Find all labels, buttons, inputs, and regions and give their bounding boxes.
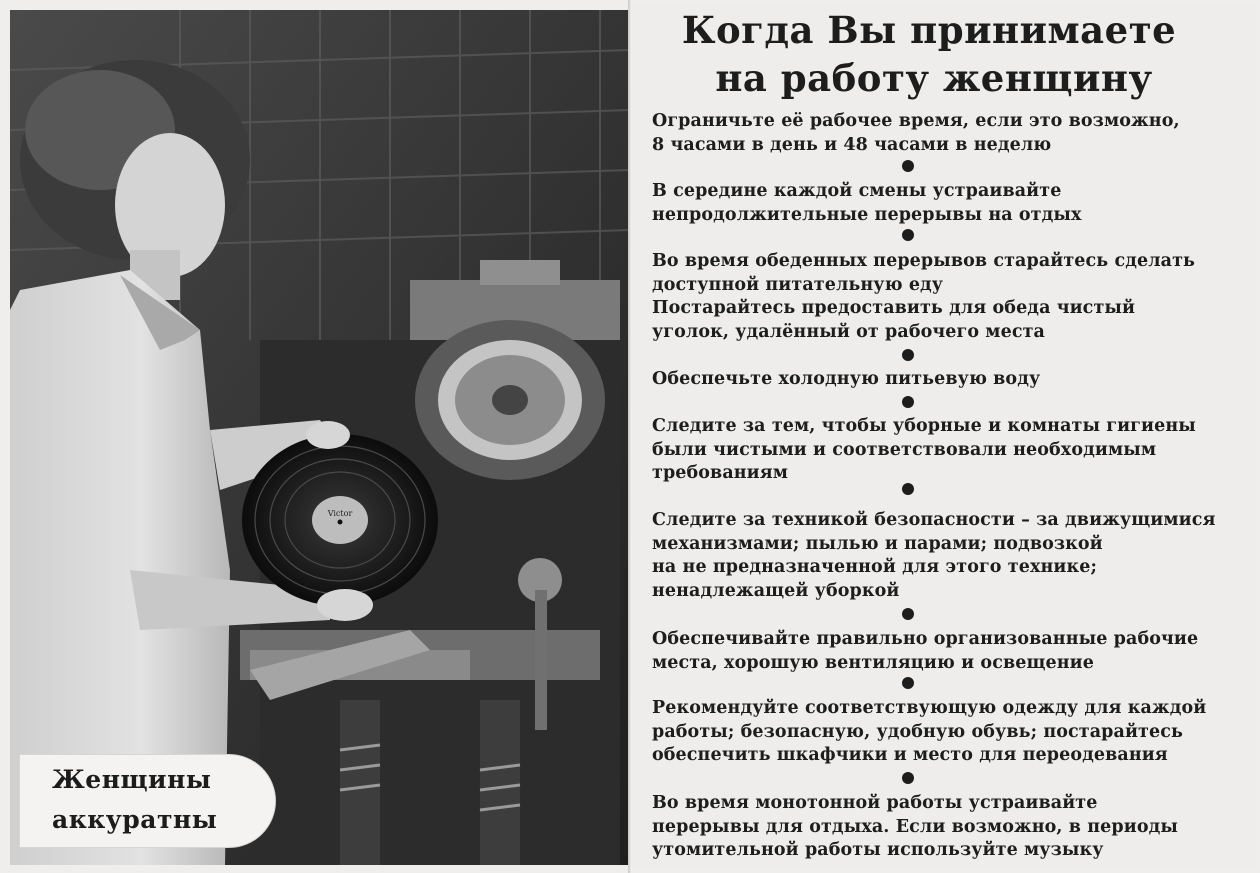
caption-line-2: аккуратны (52, 805, 218, 834)
poster-item-9: Во время монотонной работы устраивайте перерывы для отдыха. Если возможно, в периоды утомительной работы используйте музыку (652, 793, 1178, 860)
poster-item-3: Во время обеденных перерывов старайтесь сделать доступной питательную еду Постарайтесь предоставить для обеда чистый уголок, удалённый от рабочего места (652, 251, 1195, 342)
bullet-6 (902, 608, 914, 620)
bullet-5 (902, 483, 914, 495)
bullet-3 (902, 349, 914, 361)
poster-item-1: Ограничьте её рабочее время, если это возможно, 8 часами в день и 48 часами в неделю (652, 111, 1180, 155)
bullet-2 (902, 229, 914, 241)
photo-caption (20, 755, 275, 847)
bullet-7 (902, 677, 914, 689)
photo-illustration (10, 10, 630, 865)
poster-title-line-1: Когда Вы принимаете (681, 8, 1177, 52)
bullet-8 (902, 772, 914, 784)
bullet-1 (902, 160, 914, 172)
poster-item-4: Обеспечьте холодную питьевую воду (652, 369, 1041, 389)
record-label-text: Victor (327, 509, 353, 518)
caption-line-1: Женщины (52, 765, 212, 794)
bullet-4 (902, 396, 914, 408)
poster-title-line-2: на работу женщину (715, 56, 1153, 100)
poster-item-5: Следите за тем, чтобы уборные и комнаты гигиены были чистыми и соответствовали необходимым требованиям (652, 416, 1196, 483)
poster-item-7: Обеспечивайте правильно организованные рабочие места, хорошую вентиляцию и освещение (652, 629, 1199, 673)
poster-item-8: Рекомендуйте соответствующую одежду для каждой работы; безопасную, удобную обувь; постарайтесь обеспечить шкафчики и место для переодевания (652, 698, 1207, 765)
poster-item-6: Следите за техникой безопасности – за движущимися механизмами; пылью и парами; подвозкой на не предназначенной для этого технике; ненадлежащей уборкой (652, 510, 1216, 601)
poster-item-2: В середине каждой смены устраивайте непродолжительные перерывы на отдых (652, 181, 1082, 225)
factory-photo (10, 10, 630, 865)
poster-text-panel (632, 6, 1256, 868)
